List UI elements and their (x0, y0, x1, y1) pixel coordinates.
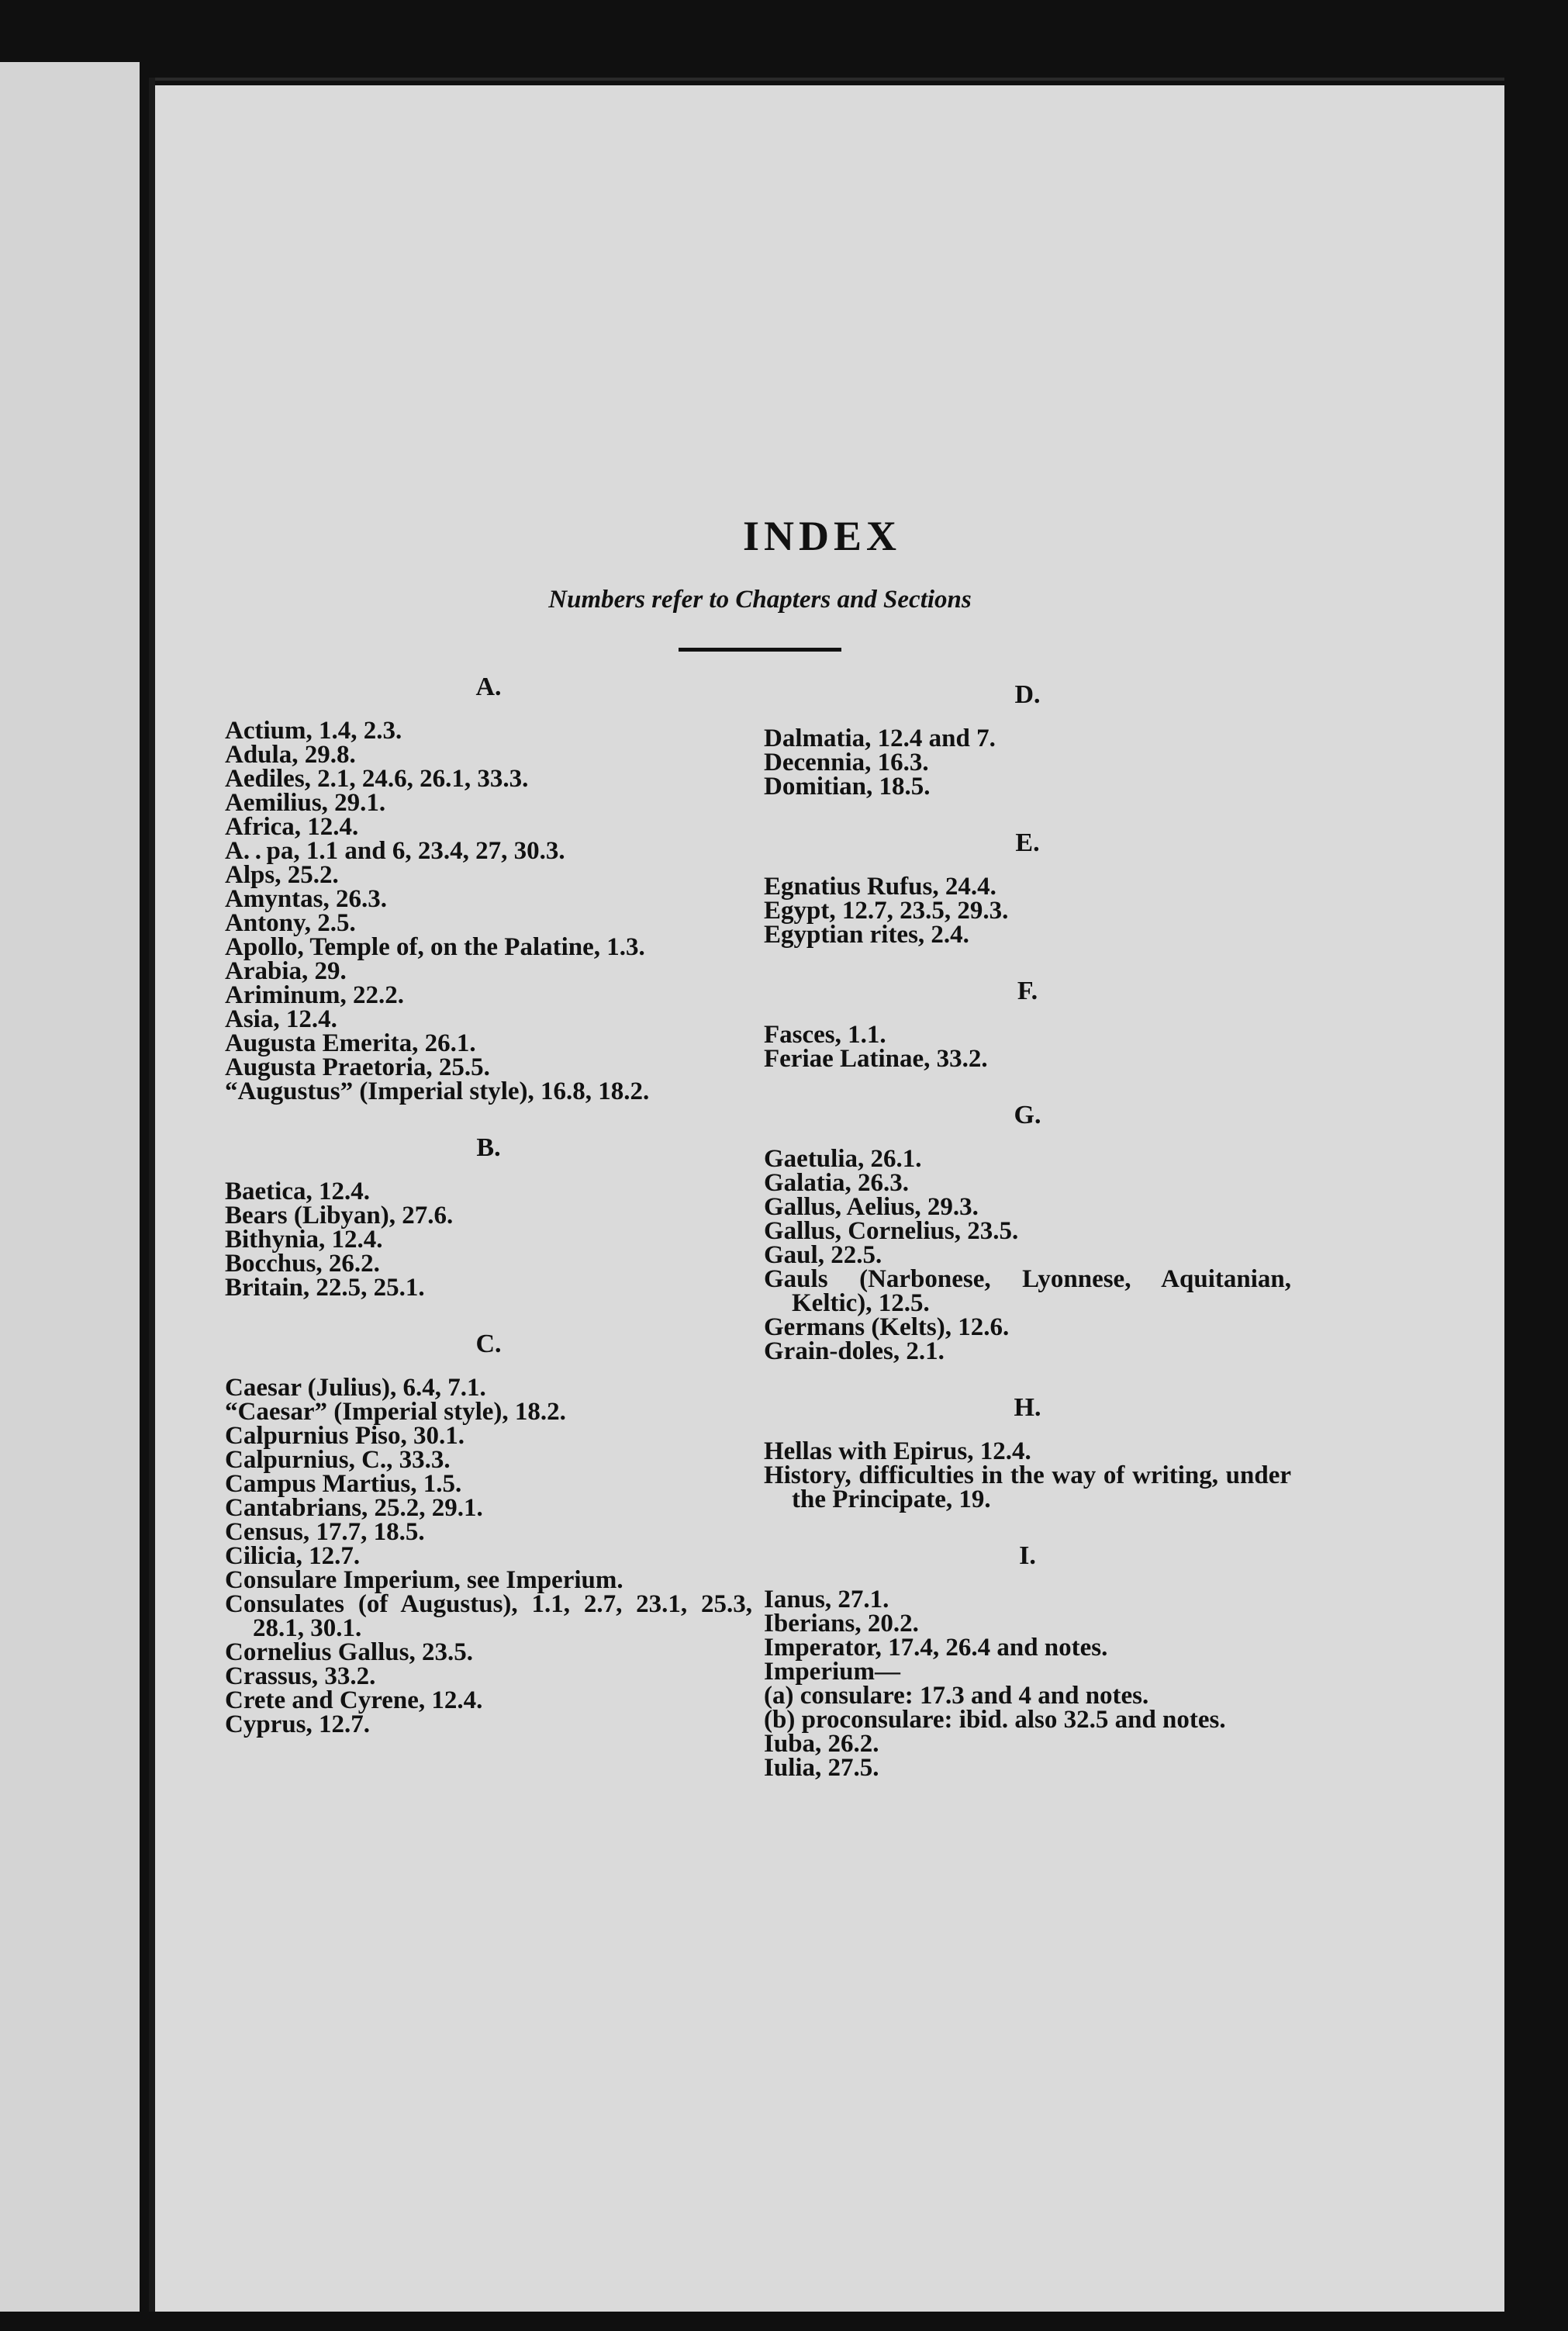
index-section (764, 1099, 1291, 1364)
index-entry: Bocchus, 26.2. (225, 1250, 380, 1278)
page-title: INDEX (742, 513, 902, 559)
index-entry: Crete and Cyrene, 12.4. (225, 1686, 483, 1714)
index-entry: A. . pa, 1.1 and 6, 23.4, 27, 30.3. (225, 837, 565, 865)
page-top-edge (155, 78, 1504, 81)
index-entry: Calpurnius, C., 33.3. (225, 1446, 451, 1474)
index-entry: Germans (Kelts), 12.6. (764, 1313, 1010, 1341)
title-divider (679, 648, 841, 652)
index-entry: Hellas with Epirus, 12.4. (764, 1437, 1031, 1465)
index-entry: Alps, 25.2. (225, 861, 339, 889)
section-letter: H. (1014, 1393, 1041, 1422)
section-letter: F. (1017, 977, 1038, 1005)
index-entry: Gaul, 22.5. (764, 1241, 882, 1269)
index-entry: Gaetulia, 26.1. (764, 1145, 922, 1173)
index-entry: Bears (Libyan), 27.6. (225, 1202, 454, 1229)
index-entry: Gallus, Aelius, 29.3. (764, 1193, 979, 1221)
index-section (225, 671, 752, 1104)
section-letter: G. (1014, 1101, 1041, 1129)
index-section (764, 827, 1291, 947)
index-entry: Consulare Imperium, see Imperium. (225, 1566, 623, 1594)
adjacent-page (0, 62, 140, 2312)
index-entry: Cilicia, 12.7. (225, 1542, 361, 1570)
index-entry: Aediles, 2.1, 24.6, 26.1, 33.3. (225, 765, 529, 793)
index-entry: Crassus, 33.2. (225, 1662, 376, 1690)
index-entry: Aemilius, 29.1. (225, 789, 386, 817)
index-entry: Domitian, 18.5. (764, 773, 931, 801)
index-entry: Iberians, 20.2. (764, 1610, 919, 1638)
index-entry: Ianus, 27.1. (764, 1586, 889, 1613)
index-section (764, 679, 1291, 799)
index-entry: Amyntas, 26.3. (225, 885, 388, 913)
index-entry: Decennia, 16.3. (764, 749, 929, 776)
index-entry: Gauls (Narbonese, Lyonnese, Aquitanian, Keltic), 12.5. (764, 1265, 1291, 1317)
index-entry: Africa, 12.4. (225, 813, 359, 841)
section-letter: A. (475, 673, 502, 701)
index-entry: Cyprus, 12.7. (225, 1710, 371, 1738)
index-entry: Imperium— (764, 1658, 900, 1686)
index-entry: Iuba, 26.2. (764, 1730, 879, 1758)
section-letter: I. (1019, 1541, 1036, 1570)
index-entry: Consulates (of Augustus), 1.1, 2.7, 23.1, 25.3, 28.1, 30.1. (225, 1590, 752, 1642)
index-entry: Fasces, 1.1. (764, 1021, 886, 1049)
index-entry: Ariminum, 22.2. (225, 981, 404, 1009)
index-entry: Augusta Praetoria, 25.5. (225, 1053, 490, 1081)
index-entry: Campus Martius, 1.5. (225, 1470, 462, 1498)
index-entry: Asia, 12.4. (225, 1005, 337, 1033)
index-entry: Census, 17.7, 18.5. (225, 1518, 425, 1546)
left-column (225, 671, 752, 1765)
index-entry: Baetica, 12.4. (225, 1178, 370, 1205)
index-entry: Cornelius Gallus, 23.5. (225, 1638, 473, 1666)
index-section (764, 975, 1291, 1071)
section-letter: E. (1015, 828, 1040, 857)
index-entry: Antony, 2.5. (225, 909, 356, 937)
index-entry: Iulia, 27.5. (764, 1754, 879, 1782)
index-entry: Caesar (Julius), 6.4, 7.1. (225, 1374, 486, 1402)
section-letter: C. (475, 1330, 502, 1358)
index-entry: Egnatius Rufus, 24.4. (764, 873, 996, 901)
index-entry: Galatia, 26.3. (764, 1169, 909, 1197)
index-entry: Cantabrians, 25.2, 29.1. (225, 1494, 483, 1522)
index-entry: Grain-doles, 2.1. (764, 1337, 945, 1365)
index-section (225, 1328, 752, 1737)
index-entry: Britain, 22.5, 25.1. (225, 1274, 425, 1302)
index-entry: Actium, 1.4, 2.3. (225, 717, 402, 745)
index-entry: Bithynia, 12.4. (225, 1226, 383, 1254)
section-letter: B. (476, 1133, 501, 1162)
index-entry: Egypt, 12.7, 23.5, 29.3. (764, 897, 1009, 925)
index-entry: Calpurnius Piso, 30.1. (225, 1422, 465, 1450)
index-entry: Feriae Latinae, 33.2. (764, 1045, 988, 1073)
index-entry: Gallus, Cornelius, 23.5. (764, 1217, 1019, 1245)
index-section (764, 1392, 1291, 1512)
index-entry: Augusta Emerita, 26.1. (225, 1029, 476, 1057)
index-entry: “Caesar” (Imperial style), 18.2. (225, 1398, 566, 1426)
index-section (225, 1132, 752, 1300)
index-entry: “Augustus” (Imperial style), 16.8, 18.2. (225, 1077, 650, 1105)
index-entry: History, difficulties in the way of writing, under the Principate, 19. (764, 1461, 1291, 1513)
index-entry: Egyptian rites, 2.4. (764, 921, 969, 949)
right-column (764, 679, 1291, 1808)
index-entry: Imperator, 17.4, 26.4 and notes. (764, 1634, 1108, 1662)
page-subtitle: Numbers refer to Chapters and Sections (548, 586, 972, 614)
index-entry: (b) proconsulare: ibid. also 32.5 and notes. (764, 1706, 1226, 1734)
index-section (764, 1540, 1291, 1780)
index-entry: Arabia, 29. (225, 957, 347, 985)
section-letter: D. (1014, 680, 1041, 709)
book-spine (149, 78, 155, 2312)
index-entry: (a) consulare: 17.3 and 4 and notes. (764, 1682, 1149, 1710)
index-entry: Dalmatia, 12.4 and 7. (764, 725, 996, 752)
index-entry: Apollo, Temple of, on the Palatine, 1.3. (225, 933, 645, 961)
index-entry: Adula, 29.8. (225, 741, 356, 769)
